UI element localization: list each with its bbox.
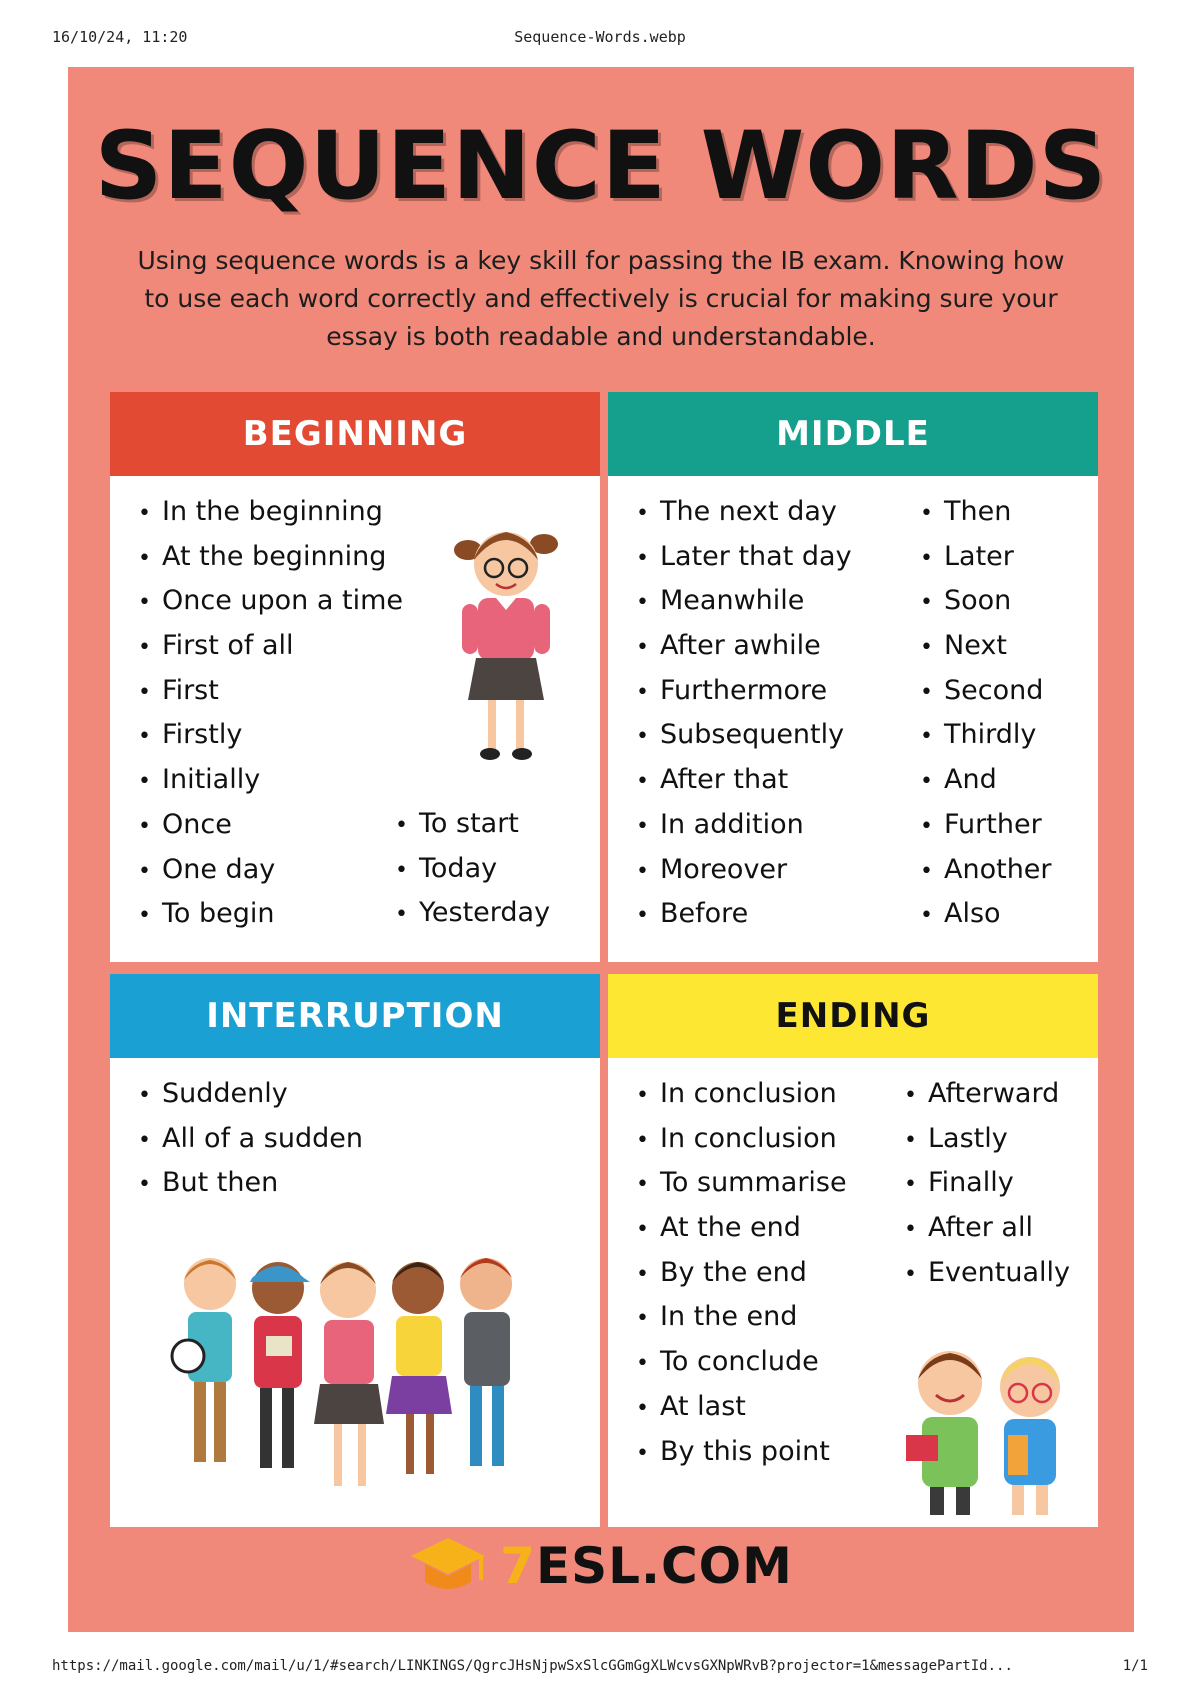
brand-seven: 7 bbox=[500, 1537, 536, 1595]
panel-heading-ending: ENDING bbox=[608, 974, 1098, 1058]
list-item: • Once bbox=[138, 803, 403, 848]
interruption-list bbox=[138, 1072, 363, 1206]
list-item: • Furthermore bbox=[636, 669, 852, 714]
list-item: • Eventually bbox=[904, 1251, 1070, 1296]
list-item: • To summarise bbox=[636, 1161, 847, 1206]
list-item: • But then bbox=[138, 1161, 363, 1206]
list-item: • Second bbox=[920, 669, 1052, 714]
list-item: • Also bbox=[920, 892, 1052, 937]
poster-title: SEQUENCE WORDS bbox=[94, 112, 1108, 221]
list-item: • Firstly bbox=[138, 713, 403, 758]
poster-intro: Using sequence words is a key skill for passing the IB exam. Knowing how to use each word correctly and effectively is crucial for making sure your essay is both readable and understandable. bbox=[137, 246, 1065, 351]
print-datetime: 16/10/24, 11:20 bbox=[52, 28, 188, 46]
beginning-list bbox=[138, 490, 403, 937]
list-item: • Once upon a time bbox=[138, 579, 403, 624]
list-item: • After that bbox=[636, 758, 852, 803]
ending-list bbox=[636, 1072, 847, 1474]
list-item: • Finally bbox=[904, 1161, 1070, 1206]
print-header bbox=[52, 28, 1148, 48]
panel-ending bbox=[608, 974, 1098, 1527]
print-page-number: 1/1 bbox=[1122, 1658, 1148, 1674]
brand-logo bbox=[68, 1534, 1134, 1604]
list-item: • Yesterday bbox=[395, 891, 550, 936]
list-item: • At last bbox=[636, 1385, 847, 1430]
graduation-cap-icon bbox=[409, 1534, 487, 1598]
girl-illustration bbox=[440, 510, 570, 780]
list-item: • Initially bbox=[138, 758, 403, 803]
list-item: • After awhile bbox=[636, 624, 852, 669]
print-filename: Sequence-Words.webp bbox=[514, 28, 686, 46]
list-item: • Then bbox=[920, 490, 1052, 535]
two-kids-illustration bbox=[898, 1339, 1083, 1519]
middle-list bbox=[636, 490, 852, 937]
brand-text: ESL.COM bbox=[535, 1537, 793, 1595]
brand-name bbox=[500, 1537, 793, 1595]
list-item: • And bbox=[920, 758, 1052, 803]
list-item: • By this point bbox=[636, 1430, 847, 1475]
list-item: • Soon bbox=[920, 579, 1052, 624]
list-item: • At the beginning bbox=[138, 535, 403, 580]
list-item: • All of a sudden bbox=[138, 1117, 363, 1162]
list-item: • One day bbox=[138, 848, 403, 893]
list-item: • Further bbox=[920, 803, 1052, 848]
list-item: • First bbox=[138, 669, 403, 714]
list-item: • Meanwhile bbox=[636, 579, 852, 624]
print-footer bbox=[52, 1658, 1148, 1680]
list-item: • Thirdly bbox=[920, 713, 1052, 758]
list-item: • Suddenly bbox=[138, 1072, 363, 1117]
list-item: • To start bbox=[395, 802, 550, 847]
panel-middle bbox=[608, 392, 1098, 962]
print-url: https://mail.google.com/mail/u/1/#search/LINKINGS/QgrcJHsNjpwSxSlcGGmGgXLWcvsGXNpWRvB?projector=1&messagePartId... bbox=[52, 1658, 1013, 1674]
list-item: • In conclusion bbox=[636, 1117, 847, 1162]
panel-interruption bbox=[110, 974, 600, 1527]
list-item: • Today bbox=[395, 847, 550, 892]
list-item: • Later that day bbox=[636, 535, 852, 580]
list-item: • Before bbox=[636, 892, 852, 937]
list-item: • After all bbox=[904, 1206, 1070, 1251]
beginning-list-2 bbox=[395, 802, 550, 936]
list-item: • Moreover bbox=[636, 848, 852, 893]
list-item: • Later bbox=[920, 535, 1052, 580]
panel-heading-interruption: INTERRUPTION bbox=[110, 974, 600, 1058]
list-item: • By the end bbox=[636, 1251, 847, 1296]
list-item: • Another bbox=[920, 848, 1052, 893]
list-item: • First of all bbox=[138, 624, 403, 669]
list-item: • To conclude bbox=[636, 1340, 847, 1385]
list-item: • The next day bbox=[636, 490, 852, 535]
list-item: • At the end bbox=[636, 1206, 847, 1251]
panel-heading-middle: MIDDLE bbox=[608, 392, 1098, 476]
list-item: • In conclusion bbox=[636, 1072, 847, 1117]
panel-heading-beginning: BEGINNING bbox=[110, 392, 600, 476]
list-item: • In addition bbox=[636, 803, 852, 848]
poster bbox=[68, 67, 1134, 1632]
list-item: • In the end bbox=[636, 1295, 847, 1340]
list-item: • Subsequently bbox=[636, 713, 852, 758]
middle-list-2 bbox=[920, 490, 1052, 937]
list-item: • To begin bbox=[138, 892, 403, 937]
list-item: • In the beginning bbox=[138, 490, 403, 535]
children-group-illustration bbox=[170, 1244, 540, 1514]
ending-list-2 bbox=[904, 1072, 1070, 1295]
list-item: • Lastly bbox=[904, 1117, 1070, 1162]
list-item: • Next bbox=[920, 624, 1052, 669]
panel-beginning bbox=[110, 392, 600, 962]
list-item: • Afterward bbox=[904, 1072, 1070, 1117]
